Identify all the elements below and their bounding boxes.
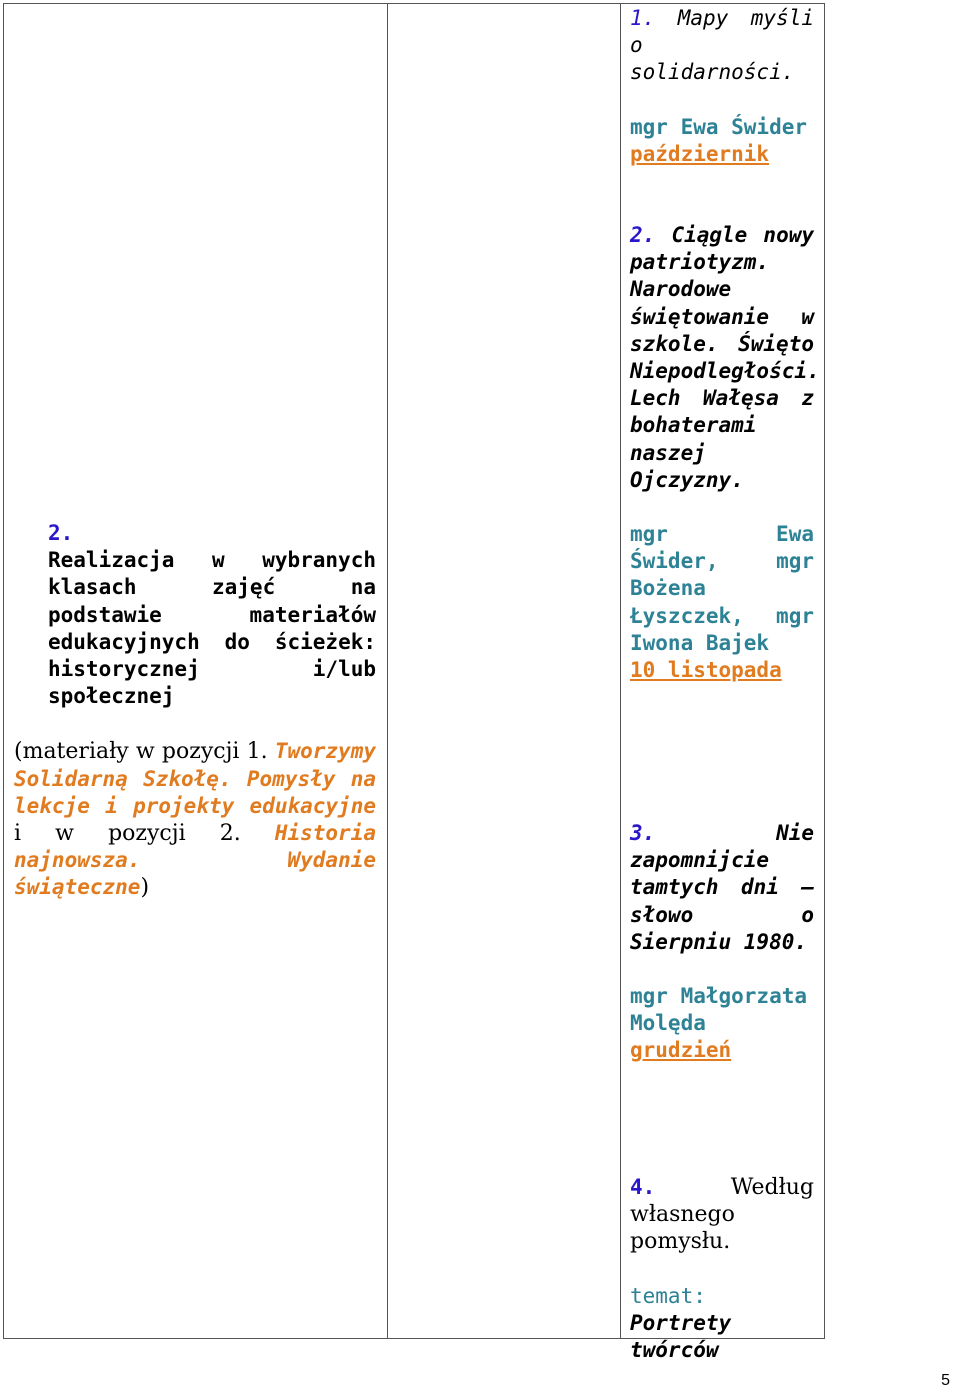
entry-3-author: mgr Małgorzata Molęda [630, 984, 808, 1036]
item2-title: Historia najnowsza. Wydanie świąteczne [14, 821, 376, 900]
entry-3-title: 3. Nie zapomnijcie tamtych dni – słowo o Sierpniu 1980. [630, 821, 814, 954]
left-heading [14, 520, 376, 710]
page-number: 5 [941, 1372, 950, 1389]
entry-4 [630, 1174, 814, 1364]
column-divider-1 [387, 4, 388, 1338]
entry-4-topic-text: Portrety twórców [630, 1310, 732, 1363]
entry-2-title: 2. Ciągle nowy patriotyzm. Narodowe świętowanie w szkole. Święto Niepodległości. Lech Wałęsa z bohaterami naszej Ojczyzny. [630, 223, 820, 492]
left-cell [14, 520, 376, 902]
left-materials [14, 738, 376, 901]
entry-1-date: październik [630, 141, 770, 166]
materials-mid: i w pozycji 2. [14, 821, 241, 847]
entry-3 [630, 820, 814, 1065]
entry-3-number: 3. [630, 821, 656, 845]
item1-title: Tworzymy Solidarną Szkołę. Pomysły na lekcje i projekty edukacyjne [14, 739, 376, 818]
entry-1 [630, 5, 814, 168]
entry-4-title: 4. Według własnego pomysłu. [630, 1175, 814, 1255]
entry-2-number: 2. [630, 223, 656, 247]
entry-2-author: mgr Ewa Świder, mgr Bożena Łyszczek, mgr Iwona Bajek [630, 522, 814, 655]
entry-1-number: 1. [630, 6, 656, 30]
entry-2 [630, 222, 820, 684]
close-paren: ) [140, 875, 150, 901]
column-divider-2 [620, 4, 621, 1338]
materials-intro: (materiały w pozycji 1. [14, 739, 268, 765]
entry-4-topic-label: temat: [630, 1283, 706, 1308]
entry-1-author: mgr Ewa Świder [630, 114, 808, 139]
left-heading-text: Realizacja w wybranych klasach zajęć na podstawie materiałów edukacyjnych do ścieżek: historycznej i/lub społecznej [48, 548, 376, 709]
entry-1-title: 1. Mapy myśli o solidarności. [630, 6, 814, 85]
left-heading-number: 2. [48, 521, 74, 545]
entry-4-number: 4. [630, 1175, 656, 1199]
entry-4-topic [630, 1283, 814, 1365]
entry-3-date: grudzień [630, 1038, 732, 1063]
entry-2-date: 10 listopada [630, 658, 782, 683]
